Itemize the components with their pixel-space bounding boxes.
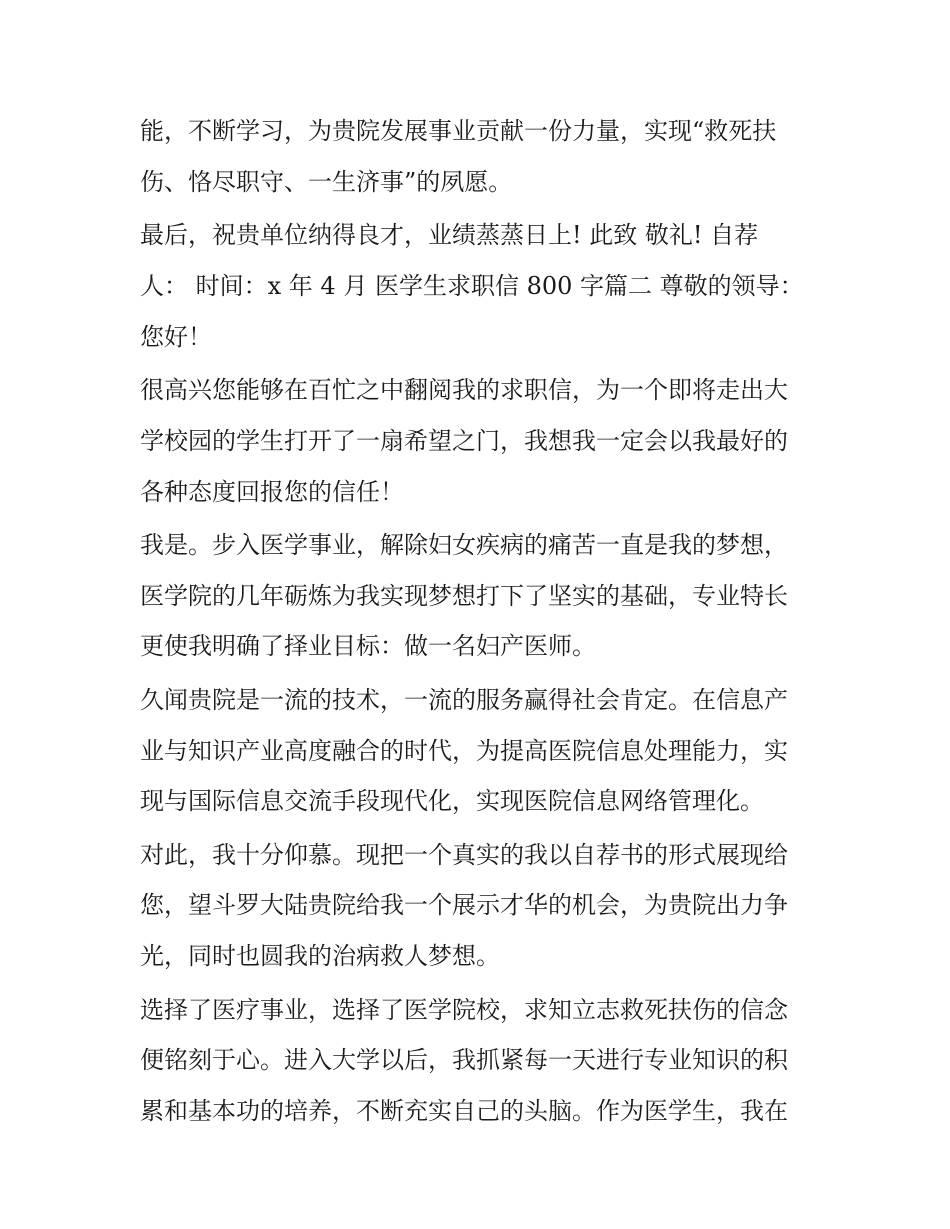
text-line: 累和基本功的培养，不断充实自己的头脑。作为医学生，我在 (140, 1097, 788, 1126)
text-line: 业与知识产业高度融合的时代，为提高医院信息处理能力，实 (140, 736, 788, 765)
text-line: 久闻贵院是一流的技术，一流的服务赢得社会肯定。在信息产 (140, 685, 788, 714)
text-line: 最后，祝贵单位纳得良才，业绩蒸蒸日上! 此致 敬礼! 自荐 (140, 221, 759, 250)
text-line: 医学院的几年砺炼为我实现梦想打下了坚实的基础，专业特长 (140, 581, 788, 610)
text-line: 伤、恪尽职守、一生济事”的夙愿。 (140, 167, 513, 196)
text-line: 人： 时间：x 年 4 月 医学生求职信 800 字篇二 尊敬的领导： (140, 271, 804, 300)
text-line: 更使我明确了择业目标：做一名妇产医师。 (140, 632, 596, 661)
text-line: 很高兴您能够在百忙之中翻阅我的求职信，为一个即将走出大 (140, 375, 788, 404)
text-line: 选择了医疗事业，选择了医学院校，求知立志救死扶伤的信念 (140, 995, 788, 1024)
text-line: 光，同时也圆我的治病救人梦想。 (140, 942, 500, 971)
text-line: 便铭刻于心。进入大学以后，我抓紧每一天进行专业知识的积 (140, 1046, 788, 1075)
text-line: 现与国际信息交流手段现代化，实现医院信息网络管理化。 (140, 787, 764, 816)
text-line: 学校园的学生打开了一扇希望之门，我想我一定会以我最好的 (140, 426, 788, 455)
text-line: 您，望斗罗大陆贵院给我一个展示才华的机会，为贵院出力争 (140, 891, 788, 920)
text-line: 对此，我十分仰慕。现把一个真实的我以自荐书的形式展现给 (140, 840, 788, 869)
text-line: 能，不断学习，为贵院发展事业贡献一份力量，实现“救死扶 (140, 117, 777, 145)
text-line: 您好！ (140, 322, 212, 351)
text-line: 各种态度回报您的信任！ (140, 477, 404, 506)
text-line: 我是。步入医学事业，解除妇女疾病的痛苦一直是我的梦想， (140, 530, 788, 559)
document-body (140, 106, 830, 1137)
